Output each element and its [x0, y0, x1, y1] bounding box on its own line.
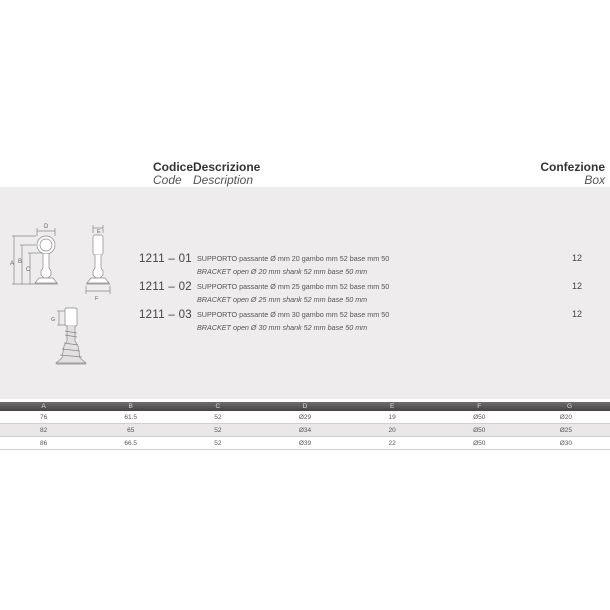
table-cell: 82: [0, 424, 87, 437]
dim-label-b: B: [18, 259, 23, 265]
product-qty: 12: [572, 309, 583, 319]
dim-label-a: A: [10, 261, 15, 267]
dimensions-table: [0, 402, 610, 450]
table-cell: Ø50: [436, 411, 523, 424]
product-desc-en: BRACKET open Ø 25 mm shank 52 mm base 50 mm: [197, 295, 368, 304]
product-desc-en: BRACKET open Ø 20 mm shank 52 mm base 50 mm: [197, 267, 368, 276]
header-box: [540, 161, 605, 187]
product-row-1: [0, 253, 610, 281]
table-cell: 61.5: [87, 411, 174, 424]
column-header-a: A: [0, 402, 87, 411]
header-description: [193, 161, 260, 187]
dim-label-g: G: [51, 317, 56, 323]
table-row: [0, 411, 610, 424]
dim-label-e: E: [97, 229, 101, 235]
dim-label-f: F: [95, 296, 99, 302]
product-code: 1211 – 02: [138, 281, 192, 293]
table-cell: 66.5: [87, 437, 174, 450]
table-cell: 19: [349, 411, 436, 424]
product-desc-it: SUPPORTO passante Ø mm 20 gambo mm 52 base mm 50: [197, 254, 390, 263]
product-qty: 12: [572, 253, 583, 263]
table-cell: 52: [174, 424, 261, 437]
table-row: [0, 424, 610, 437]
table-cell: Ø25: [523, 424, 610, 437]
column-header-d: D: [261, 402, 348, 411]
table-cell: Ø20: [523, 411, 610, 424]
table-cell: Ø39: [261, 437, 348, 450]
table-cell: Ø50: [436, 437, 523, 450]
table-cell: Ø29: [261, 411, 348, 424]
table-row: [0, 437, 610, 450]
column-header-e: E: [349, 402, 436, 411]
product-desc-it: SUPPORTO passante Ø mm 25 gambo mm 52 base mm 50: [197, 282, 390, 291]
table-cell: 76: [0, 411, 87, 424]
table-cell: Ø30: [523, 437, 610, 450]
table-cell: 20: [349, 424, 436, 437]
dim-label-d: D: [44, 224, 49, 230]
product-code: 1211 – 03: [138, 309, 192, 321]
column-header-c: C: [174, 402, 261, 411]
header-description-it: Descrizione: [193, 160, 261, 174]
table-cell: Ø34: [261, 424, 348, 437]
table-cell: Ø50: [436, 424, 523, 437]
table-cell: 22: [349, 437, 436, 450]
header-description-en: Description: [193, 173, 254, 187]
product-code: 1211 – 01: [138, 253, 192, 265]
product-panel: [0, 187, 610, 399]
column-header-g: G: [523, 402, 610, 411]
product-row-2: [0, 281, 610, 309]
dim-label-c: C: [26, 267, 31, 273]
header-code: [153, 161, 193, 187]
header-code-en: Code: [153, 173, 182, 187]
dimensions-header-row: [0, 402, 610, 411]
table-cell: 52: [174, 437, 261, 450]
product-qty: 12: [572, 281, 583, 291]
table-cell: 52: [174, 411, 261, 424]
product-desc-it: SUPPORTO passante Ø mm 30 gambo mm 52 base mm 50: [197, 310, 390, 319]
header-box-it: Confezione: [540, 160, 605, 174]
header-code-it: Codice: [153, 160, 194, 174]
table-cell: 86: [0, 437, 87, 450]
column-header-b: B: [87, 402, 174, 411]
column-header-f: F: [436, 402, 523, 411]
product-row-3: [0, 309, 610, 337]
table-cell: 65: [87, 424, 174, 437]
product-desc-en: BRACKET open Ø 30 mm shank 52 mm base 50 mm: [197, 323, 368, 332]
header-box-en: Box: [584, 173, 605, 187]
